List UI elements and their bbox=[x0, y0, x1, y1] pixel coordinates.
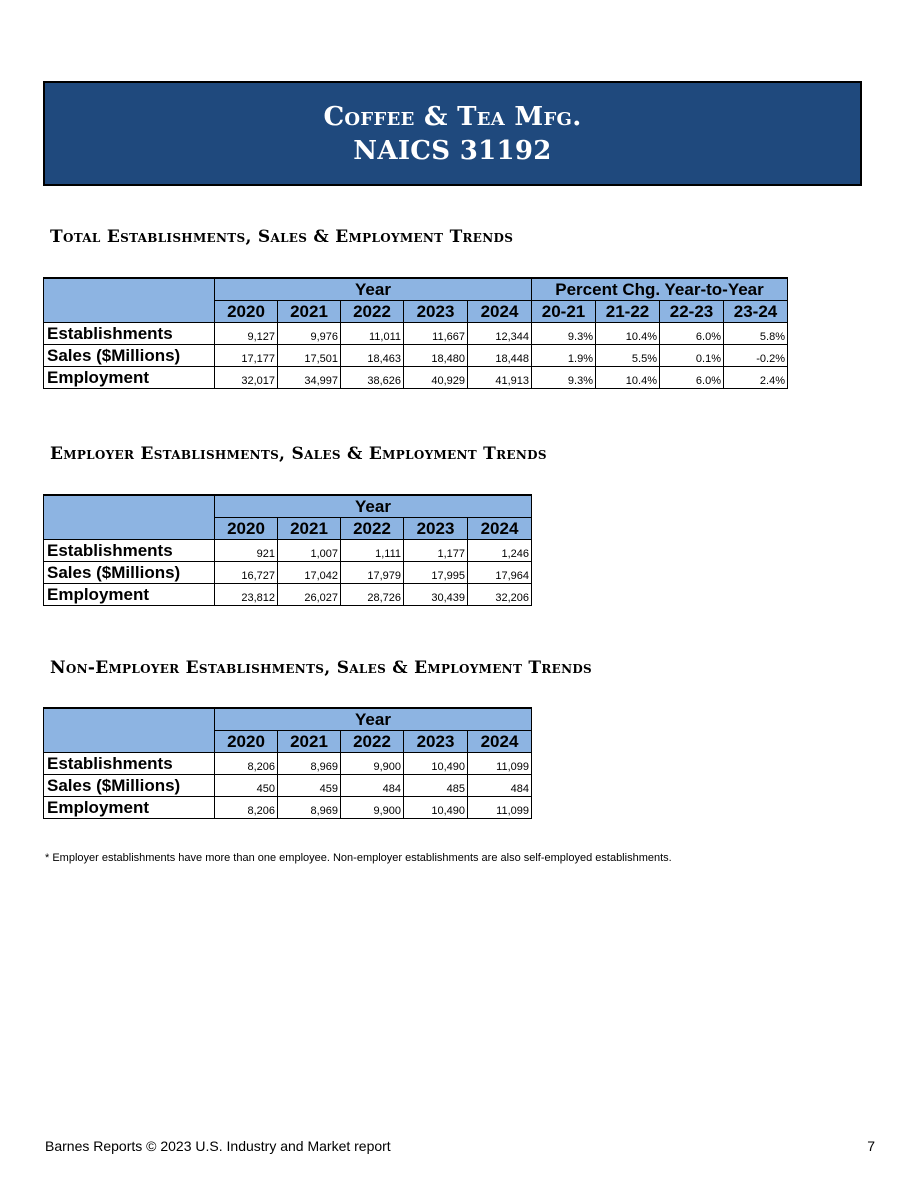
value-cell: 17,995 bbox=[404, 562, 468, 584]
value-cell: 9,900 bbox=[341, 753, 404, 775]
value-cell: 11,099 bbox=[468, 753, 532, 775]
pct-cell: 10.4% bbox=[596, 367, 660, 389]
header-year: 2021 bbox=[278, 518, 341, 540]
table-row bbox=[44, 367, 788, 389]
value-cell: 41,913 bbox=[468, 367, 532, 389]
header-year: 2023 bbox=[404, 518, 468, 540]
row-label: Establishments bbox=[44, 323, 215, 345]
header-year-group: Year bbox=[215, 278, 532, 301]
value-cell: 1,246 bbox=[468, 540, 532, 562]
value-cell: 12,344 bbox=[468, 323, 532, 345]
header-blank bbox=[44, 495, 215, 540]
table-employer bbox=[43, 494, 532, 606]
header-year: 2022 bbox=[341, 301, 404, 323]
pct-cell: 6.0% bbox=[660, 323, 724, 345]
pct-cell: 5.5% bbox=[596, 345, 660, 367]
value-cell: 11,099 bbox=[468, 797, 532, 819]
value-cell: 921 bbox=[215, 540, 278, 562]
table-row bbox=[44, 797, 532, 819]
value-cell: 10,490 bbox=[404, 753, 468, 775]
table-total bbox=[43, 277, 788, 389]
title-banner bbox=[43, 81, 862, 186]
row-label: Employment bbox=[44, 797, 215, 819]
header-year: 2021 bbox=[278, 301, 341, 323]
value-cell: 8,969 bbox=[278, 753, 341, 775]
header-year: 2024 bbox=[468, 731, 532, 753]
value-cell: 8,969 bbox=[278, 797, 341, 819]
table-row bbox=[44, 345, 788, 367]
header-blank bbox=[44, 708, 215, 753]
header-year: 2023 bbox=[404, 731, 468, 753]
banner-title: Coffee & Tea Mfg. bbox=[323, 101, 582, 132]
header-blank bbox=[44, 278, 215, 323]
value-cell: 18,448 bbox=[468, 345, 532, 367]
value-cell: 26,027 bbox=[278, 584, 341, 606]
pct-cell: -0.2% bbox=[724, 345, 788, 367]
pct-cell: 6.0% bbox=[660, 367, 724, 389]
value-cell: 9,900 bbox=[341, 797, 404, 819]
value-cell: 10,490 bbox=[404, 797, 468, 819]
value-cell: 17,501 bbox=[278, 345, 341, 367]
value-cell: 11,011 bbox=[341, 323, 404, 345]
value-cell: 23,812 bbox=[215, 584, 278, 606]
header-year: 2020 bbox=[215, 518, 278, 540]
row-label: Employment bbox=[44, 367, 215, 389]
table-row bbox=[44, 584, 532, 606]
header-pct-period: 23-24 bbox=[724, 301, 788, 323]
value-cell: 485 bbox=[404, 775, 468, 797]
value-cell: 450 bbox=[215, 775, 278, 797]
table-row bbox=[44, 323, 788, 345]
value-cell: 17,979 bbox=[341, 562, 404, 584]
pct-cell: 10.4% bbox=[596, 323, 660, 345]
value-cell: 8,206 bbox=[215, 797, 278, 819]
row-label: Sales ($Millions) bbox=[44, 562, 215, 584]
value-cell: 17,042 bbox=[278, 562, 341, 584]
value-cell: 1,111 bbox=[341, 540, 404, 562]
value-cell: 484 bbox=[468, 775, 532, 797]
header-year: 2020 bbox=[215, 731, 278, 753]
table-row bbox=[44, 562, 532, 584]
header-pct-group: Percent Chg. Year-to-Year bbox=[532, 278, 788, 301]
value-cell: 18,463 bbox=[341, 345, 404, 367]
value-cell: 459 bbox=[278, 775, 341, 797]
pct-cell: 0.1% bbox=[660, 345, 724, 367]
row-label: Sales ($Millions) bbox=[44, 775, 215, 797]
header-year: 2023 bbox=[404, 301, 468, 323]
value-cell: 34,997 bbox=[278, 367, 341, 389]
pct-cell: 2.4% bbox=[724, 367, 788, 389]
section-title-nonemployer: Non-Employer Establishments, Sales & Employment Trends bbox=[50, 658, 593, 678]
header-year-group: Year bbox=[215, 708, 532, 731]
value-cell: 1,007 bbox=[278, 540, 341, 562]
value-cell: 38,626 bbox=[341, 367, 404, 389]
pct-cell: 9.3% bbox=[532, 323, 596, 345]
pct-cell: 1.9% bbox=[532, 345, 596, 367]
banner-naics: NAICS 31192 bbox=[353, 135, 552, 166]
row-label: Establishments bbox=[44, 753, 215, 775]
value-cell: 16,727 bbox=[215, 562, 278, 584]
value-cell: 17,964 bbox=[468, 562, 532, 584]
header-year: 2020 bbox=[215, 301, 278, 323]
row-label: Sales ($Millions) bbox=[44, 345, 215, 367]
header-pct-period: 20-21 bbox=[532, 301, 596, 323]
page-number: 7 bbox=[867, 1138, 875, 1154]
value-cell: 1,177 bbox=[404, 540, 468, 562]
footnote: * Employer establishments have more than one employee. Non-employer establishments are also self-employed establishments. bbox=[45, 852, 672, 864]
header-year: 2024 bbox=[468, 301, 532, 323]
section-title-employer: Employer Establishments, Sales & Employment Trends bbox=[50, 444, 547, 464]
value-cell: 28,726 bbox=[341, 584, 404, 606]
value-cell: 32,017 bbox=[215, 367, 278, 389]
header-year: 2021 bbox=[278, 731, 341, 753]
value-cell: 9,127 bbox=[215, 323, 278, 345]
header-year: 2022 bbox=[341, 518, 404, 540]
table-row bbox=[44, 775, 532, 797]
header-pct-period: 22-23 bbox=[660, 301, 724, 323]
table-nonemployer bbox=[43, 707, 532, 819]
section-title-total: Total Establishments, Sales & Employment Trends bbox=[50, 227, 514, 247]
header-pct-period: 21-22 bbox=[596, 301, 660, 323]
value-cell: 9,976 bbox=[278, 323, 341, 345]
value-cell: 8,206 bbox=[215, 753, 278, 775]
value-cell: 18,480 bbox=[404, 345, 468, 367]
value-cell: 40,929 bbox=[404, 367, 468, 389]
value-cell: 17,177 bbox=[215, 345, 278, 367]
header-year: 2022 bbox=[341, 731, 404, 753]
header-year: 2024 bbox=[468, 518, 532, 540]
pct-cell: 5.8% bbox=[724, 323, 788, 345]
table-row bbox=[44, 540, 532, 562]
row-label: Establishments bbox=[44, 540, 215, 562]
value-cell: 30,439 bbox=[404, 584, 468, 606]
value-cell: 32,206 bbox=[468, 584, 532, 606]
footer-copyright: Barnes Reports © 2023 U.S. Industry and Market report bbox=[45, 1138, 391, 1154]
row-label: Employment bbox=[44, 584, 215, 606]
table-row bbox=[44, 753, 532, 775]
header-year-group: Year bbox=[215, 495, 532, 518]
value-cell: 11,667 bbox=[404, 323, 468, 345]
pct-cell: 9.3% bbox=[532, 367, 596, 389]
value-cell: 484 bbox=[341, 775, 404, 797]
